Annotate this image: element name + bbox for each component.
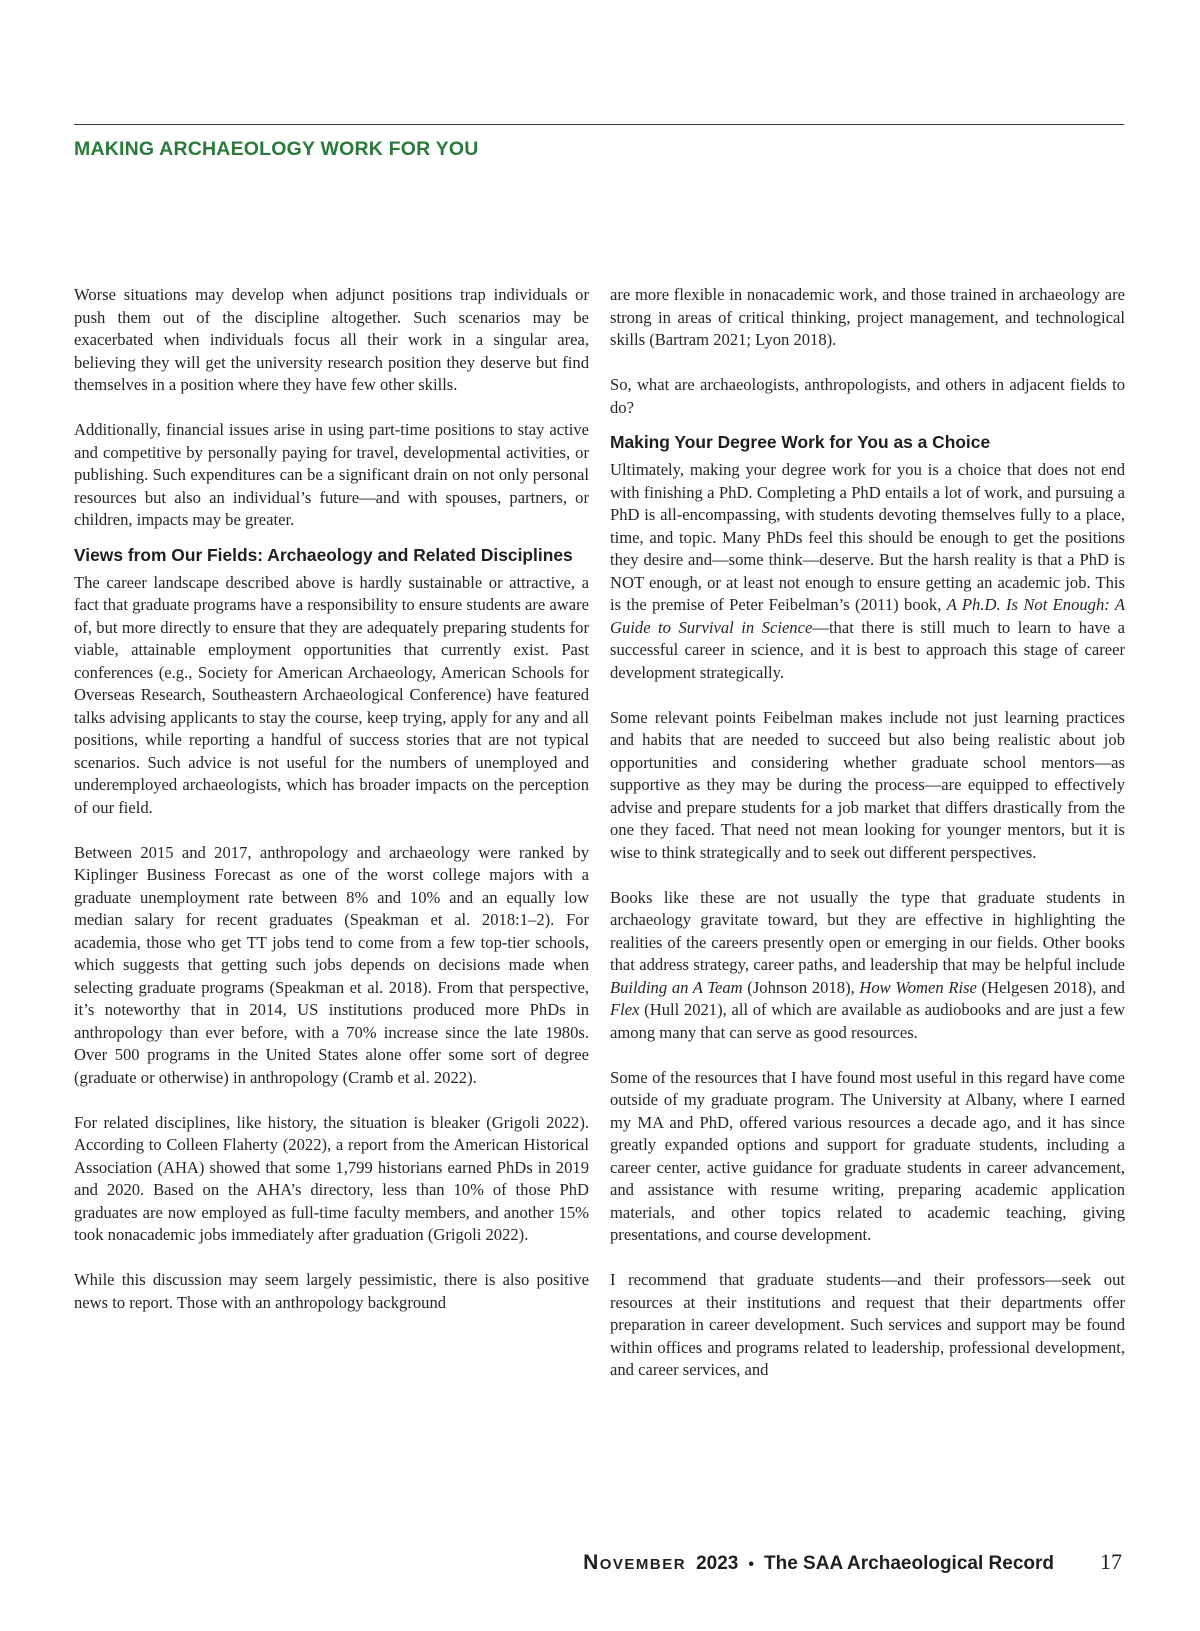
text-run: —that there is still much to learn to have a successful career in science, and it is best to approach this stage of career development strategically. [610,617,1125,682]
book-title: A Ph.D. Is Not Enough: A Guide to Survival in Science [610,595,1125,637]
paragraph: So, what are archaeologists, anthropologists, and others in adjacent fields to do? [610,375,1125,417]
footer-month: November [583,1551,687,1574]
text-run: Books like these are not usually the type that graduate students in archaeology gravitate toward, but they are effective in highlighting the realities of the careers presently open or emerging in our fields. Other books that address strategy, career paths, and leadership that may be helpful include [610,887,1125,974]
text-run: Ultimately, making your degree work for you is a choice that does not end with finishing a PhD. Completing a PhD entails a lot of work, and pursuing a PhD is all-encompassing, with students devoting themselves fully to a place, time, and topic. Many PhDs feel this should be enough to get the positions they desire and—some think—deserve. But the harsh reality is that a PhD is NOT enough, or at least not enough to ensure getting an academic job. This is the premise of Peter Feibelman’s (2011) book, [610,460,1125,614]
right-column [610,284,1125,1404]
left-column [74,284,589,1337]
subheading: Views from Our Fields: Archaeology and Related Disciplines [74,544,573,565]
book-title: Building an A Team [610,977,743,997]
text-run: (Helgesen 2018), and [976,977,1125,997]
page-footer [583,1549,1122,1575]
paragraph: While this discussion may seem largely pessimistic, there is also positive news to report. Those with an anthropology background [74,1270,589,1312]
subheading: Making Your Degree Work for You as a Choice [610,432,991,452]
paragraph: Additionally, financial issues arise in using part-time positions to stay active and competitive by personally paying for travel, developmental activities, or publishing. Such expenditures can be a significant drain on not only personal resources but also an individual’s future—and with spouses, partners, or children, impacts may be greater. [74,420,589,529]
paragraph: Between 2015 and 2017, anthropology and archaeology were ranked by Kiplinger Business Forecast as one of the worst college majors with a graduate unemployment rate between 8% and 10% and an equally low median salary for recent graduates (Speakman et al. 2018:1–2). For academia, those who get TT jobs tend to come from a few top-tier schools, which suggests that getting such jobs depends on decisions made when selecting graduate programs (Speakman et al. 2018). From that perspective, it’s noteworthy that in 2014, US institutions produced more PhDs in anthropology than ever before, with a 70% increase since the late 1980s. Over 500 programs in the United States alone offer some sort of degree (graduate or otherwise) in anthropology (Cramb et al. 2022). [74,842,589,1087]
paragraph: Some relevant points Feibelman makes include not just learning practices and habits that are needed to succeed but also being realistic about job opportunities and considering whether graduate school mentors—as supportive as they may be during the process—are equipped to effectively advise and prepare students for a job market that differs drastically from the one they faced. That need not mean looking for younger mentors, but it is wise to think strategically and to seek out different perspectives. [610,707,1125,862]
footer-bullet: • [748,1556,754,1573]
paragraph: For related disciplines, like history, the situation is bleaker (Grigoli 2022). According to Colleen Flaherty (2022), a report from the American Historical Association (AHA) showed that some 1,799 historians earned PhDs in 2019 and 2020. Based on the AHA’s directory, less than 10% of those PhD graduates are now employed as full-time faculty members, and another 15% took nonacademic jobs immediately after graduation (Grigoli 2022). [74,1112,589,1244]
paragraph [610,887,1125,1045]
book-title: Flex [610,1000,640,1019]
text-run: (Hull 2021), all of which are available as audiobooks and are just a few among many that can serve as good resources. [610,1000,1125,1042]
footer-publication: The SAA Archaeological Record [764,1553,1054,1574]
paragraph [610,459,1125,684]
section-title: MAKING ARCHAEOLOGY WORK FOR YOU [74,138,479,160]
paragraph: The career landscape described above is hardly sustainable or attractive, a fact that graduate programs have a responsibility to ensure students are aware of, but more directly to ensure that they are adequately preparing students for viable, attainable employment opportunities that currently exist. Past conferences (e.g., Society for American Archaeology, American Schools for Overseas Research, Southeastern Archaeological Conference) have featured talks advising applicants to stay the course, keep trying, apply for any and all positions, while reporting a handful of success stories that are not typical scenarios. Such advice is not useful for the numbers of unemployed and underemployed archaeologists, which has broader impacts on the perception of our field. [74,572,589,817]
footer-year: 2023 [696,1553,739,1574]
book-title: How Women Rise [859,977,977,997]
text-run: (Johnson 2018), [742,977,860,997]
paragraph: Some of the resources that I have found most useful in this regard have come outside of my graduate program. The University at Albany, where I earned my MA and PhD, offered various resources a decade ago, and it has since greatly expanded options and support for graduate students, including a career center, active guidance for graduate students in career advancement, and assistance with resume writing, preparing academic application materials, and other topics related to academic teaching, giving presentations, and course development. [610,1067,1125,1244]
paragraph: I recommend that graduate students—and their professors—seek out resources at their institutions and request that their departments offer preparation in career development. Such services and support may be found within offices and programs related to leadership, professional development, and career services, and [610,1270,1125,1379]
paragraph: are more flexible in nonacademic work, and those trained in archaeology are strong in areas of critical thinking, project management, and technological skills (Bartram 2021; Lyon 2018). [610,285,1125,349]
top-rule [74,124,1124,125]
page-number: 17 [1100,1549,1122,1574]
paragraph: Worse situations may develop when adjunct positions trap individuals or push them out of the discipline altogether. Such scenarios may be exacerbated when individuals focus all their work in a singular area, believing they will get the university research position they deserve but find themselves in a position where they have few other skills. [74,285,589,394]
